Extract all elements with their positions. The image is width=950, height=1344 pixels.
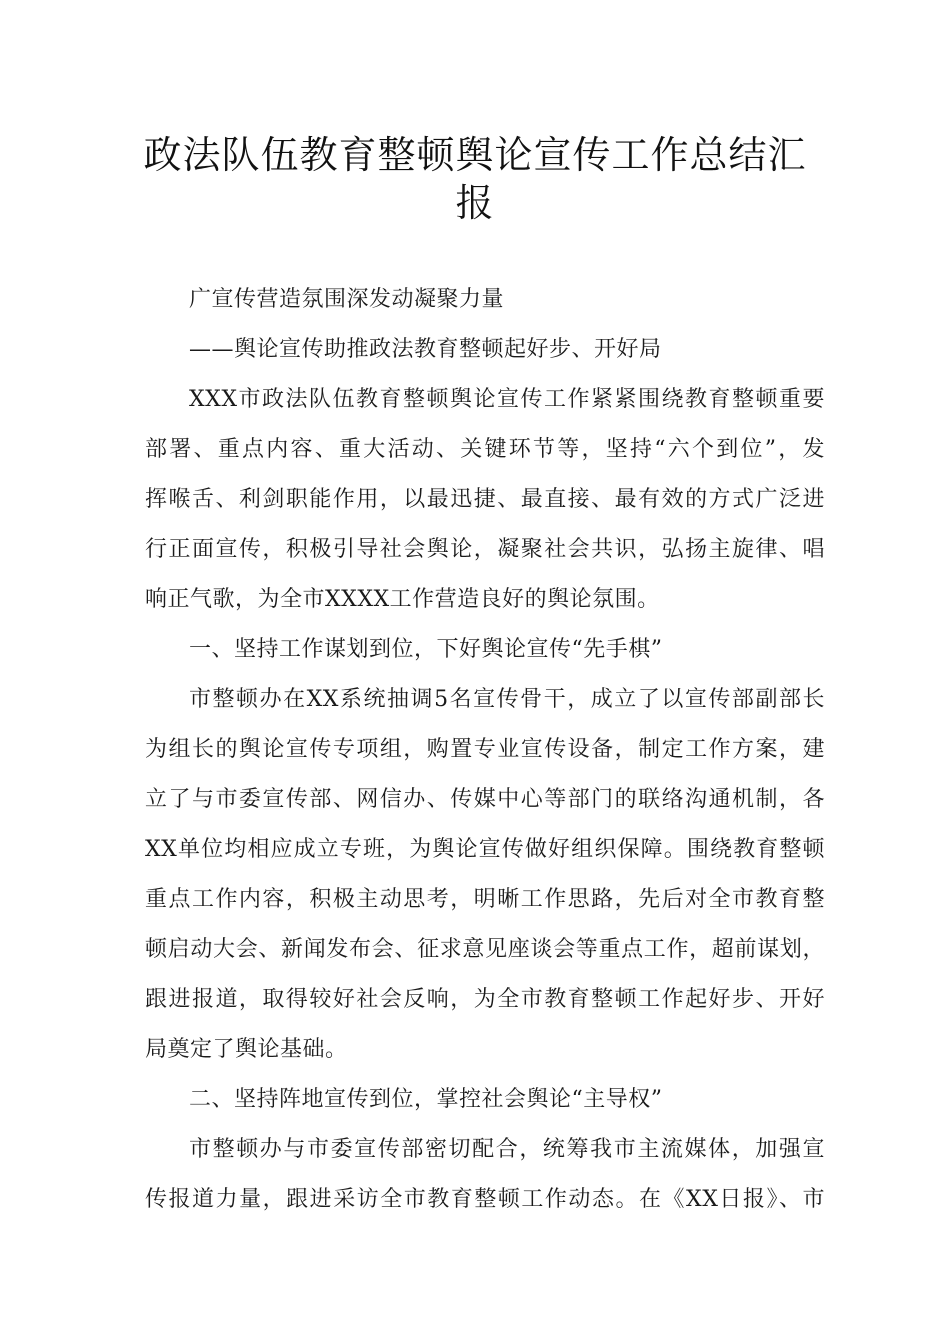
paragraph-line: XXX市政法队伍教育整顿舆论宣传工作紧紧围绕教育整顿重要 [189,387,825,412]
paragraph-line: XX单位均相应成立专班，为舆论宣传做好组织保障。围绕教育整顿 [145,837,825,862]
paragraph-line: 传报道力量，跟进采访全市教育整顿工作动态。在《XX日报》、市 [145,1187,825,1212]
paragraph-line: 立了与市委宣传部、网信办、传媒中心等部门的联络沟通机制，各 [145,787,825,812]
section-heading: 二、坚持阵地宣传到位，掌控社会舆论“主导权” [189,1087,663,1112]
section-heading: 一、坚持工作谋划到位，下好舆论宣传“先手棋” [189,637,663,662]
paragraph-line: 为组长的舆论宣传专项组，购置专业宣传设备，制定工作方案，建 [145,737,825,762]
subtitle-line: 广宣传营造氛围深发动凝聚力量 [189,287,505,312]
paragraph-line: 响正气歌，为全市XXXX工作营造良好的舆论氛围。 [145,587,660,612]
paragraph-line: 挥喉舌、利剑职能作用，以最迅捷、最直接、最有效的方式广泛进 [145,487,825,512]
paragraph-line: 市整顿办在XX系统抽调5名宣传骨干，成立了以宣传部副部长 [189,687,825,712]
paragraph-line: 跟进报道，取得较好社会反响，为全市教育整顿工作起好步、开好 [145,987,825,1012]
paragraph-line: 顿启动大会、新闻发布会、征求意见座谈会等重点工作，超前谋划， [145,937,825,962]
paragraph-line: 市整顿办与市委宣传部密切配合，统筹我市主流媒体，加强宣 [189,1137,825,1162]
paragraph-line: 局奠定了舆论基础。 [145,1037,348,1062]
document-title-line-1: 政法队伍教育整顿舆论宣传工作总结汇 [143,133,807,177]
paragraph-line: 重点工作内容，积极主动思考，明晰工作思路，先后对全市教育整 [145,887,825,912]
subtitle-line: ——舆论宣传助推政法教育整顿起好步、开好局 [189,337,662,362]
paragraph-line: 行正面宣传，积极引导社会舆论，凝聚社会共识，弘扬主旋律、唱 [145,537,825,562]
document-title-line-2: 报 [455,181,495,225]
paragraph-line: 部署、重点内容、重大活动、关键环节等，坚持“六个到位”，发 [145,437,825,462]
